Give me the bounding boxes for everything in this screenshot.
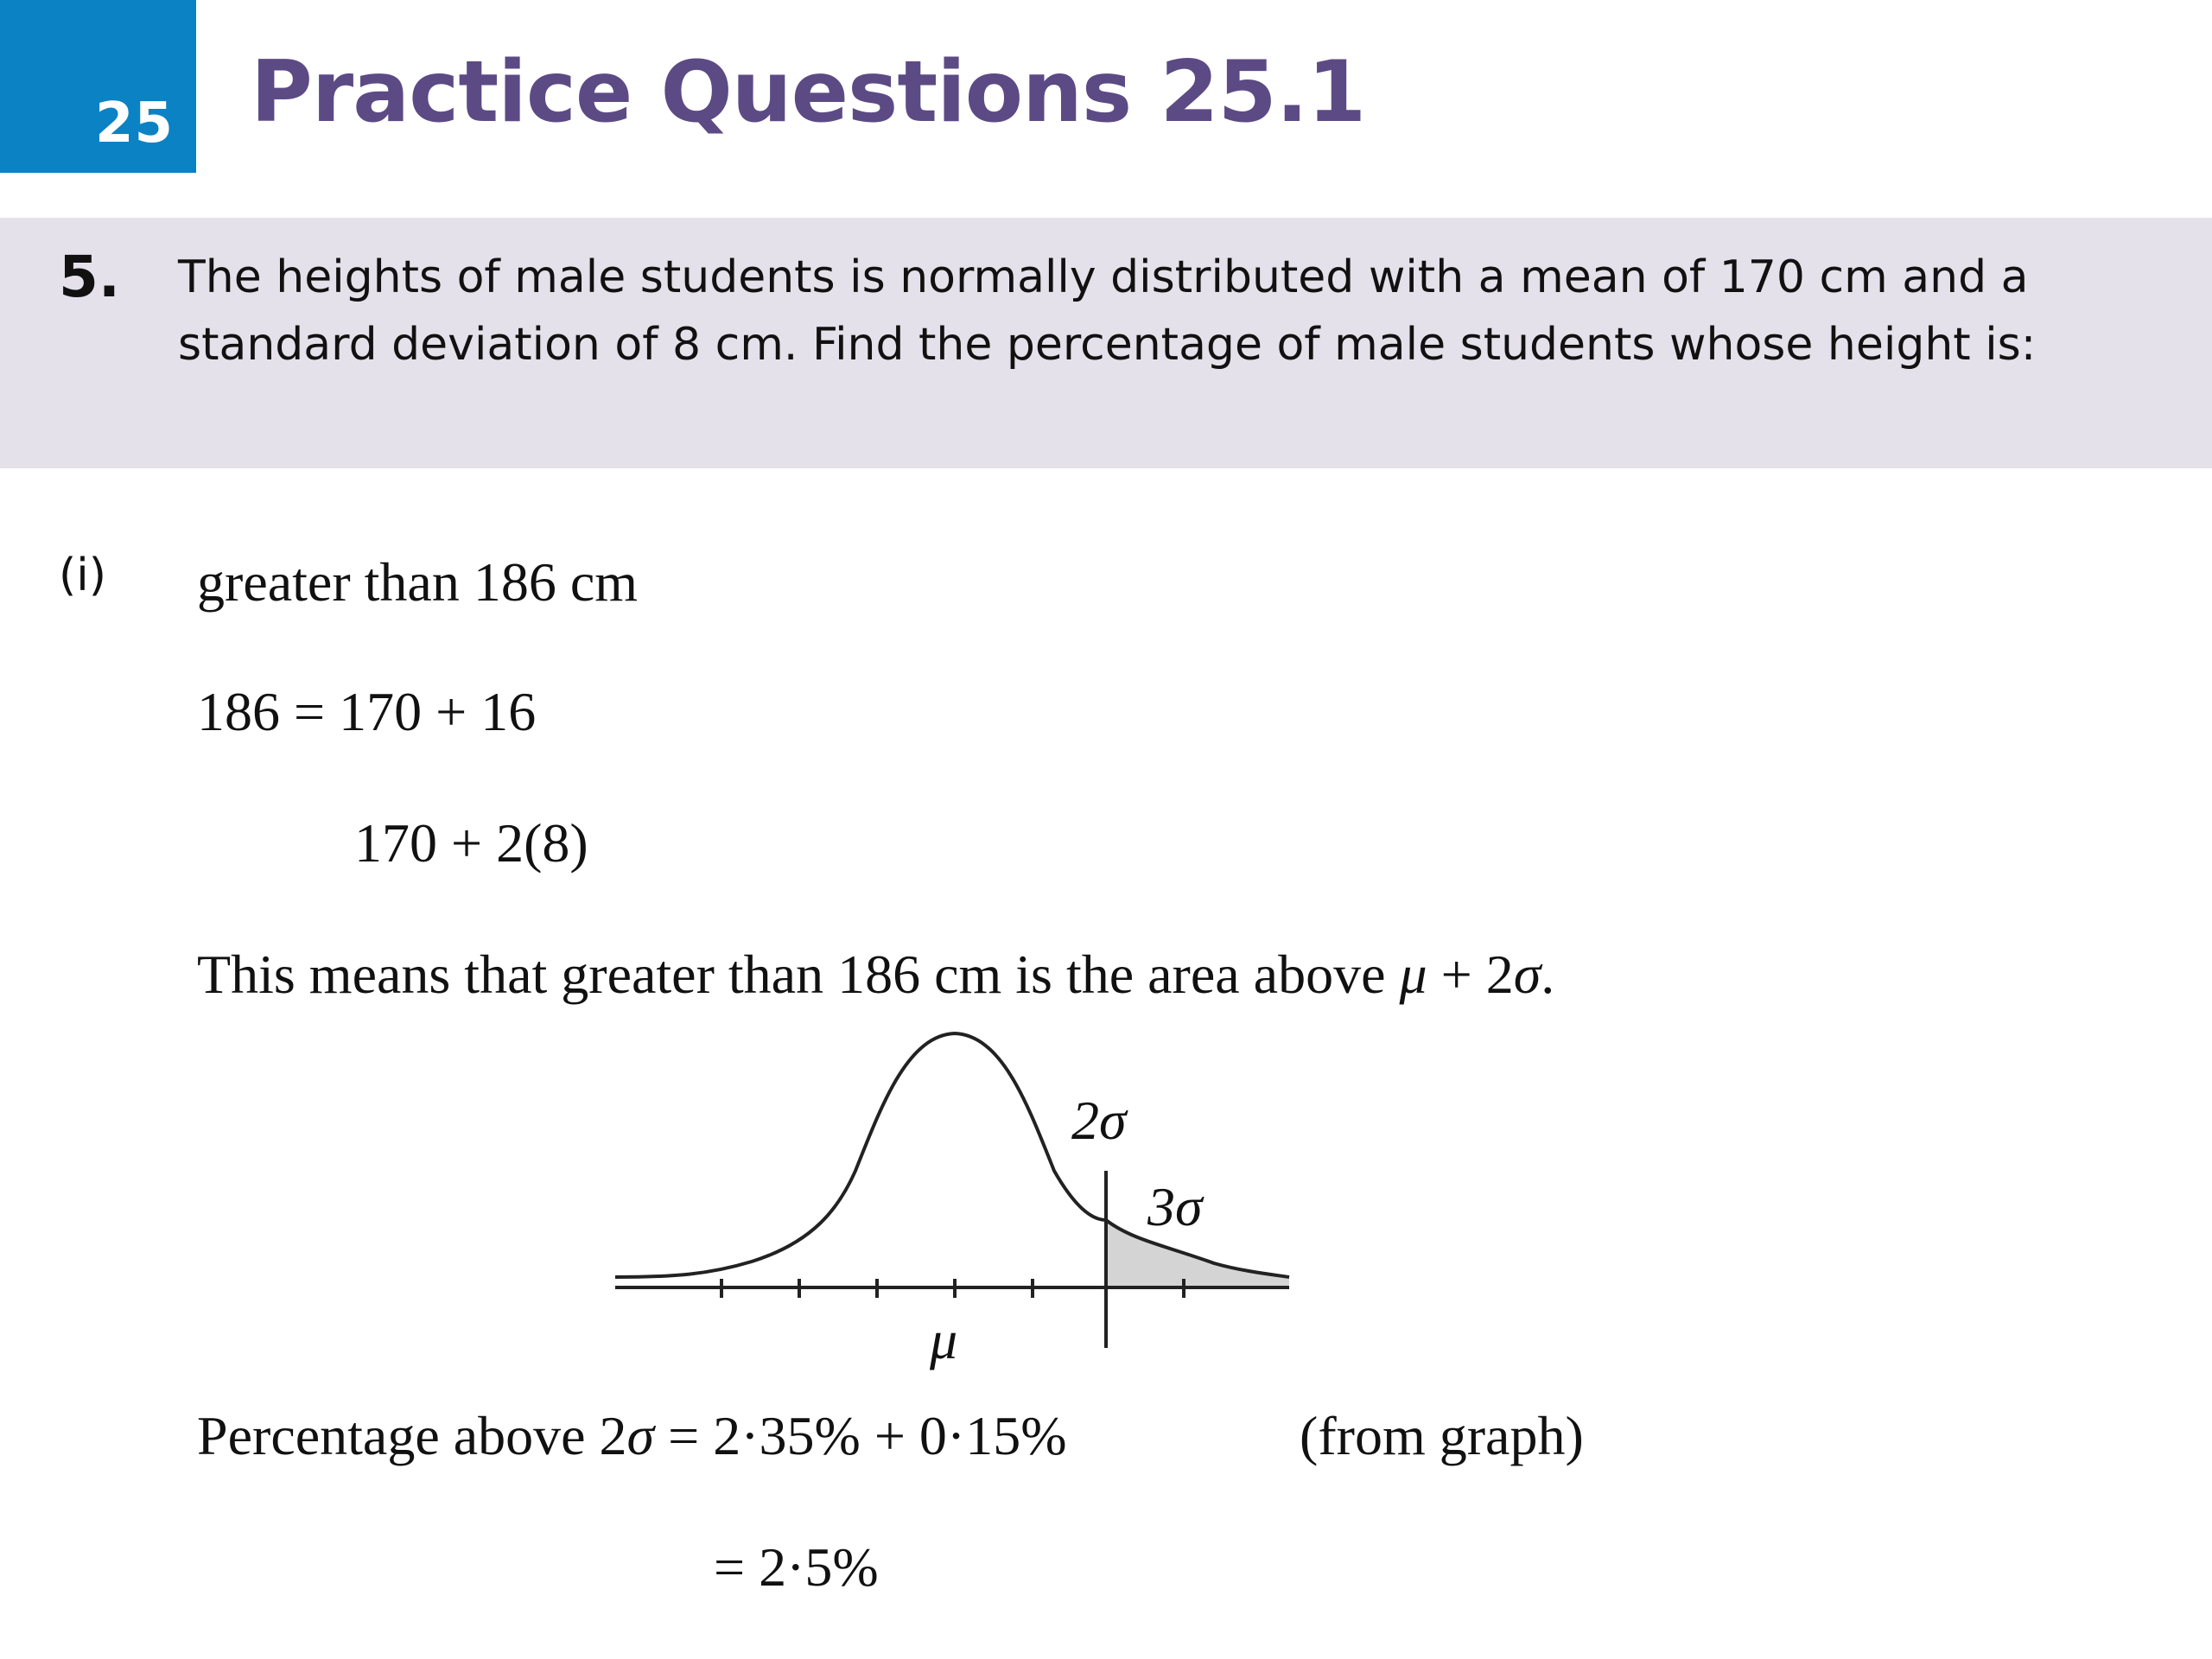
result-value: = 2·35% + 0·15% <box>654 1405 1067 1466</box>
step-2: 170 + 2(8) <box>354 812 588 874</box>
result-prefix: Percentage above 2 <box>197 1405 627 1466</box>
part-label: (i) <box>59 550 107 601</box>
result-note: (from graph) <box>1300 1405 1584 1466</box>
label-2sigma: 2σ <box>1071 1090 1127 1151</box>
result-line <box>197 1405 1067 1466</box>
explanation-end: . <box>1541 944 1555 1005</box>
normal-distribution-graph <box>605 1020 1313 1382</box>
label-mu: μ <box>930 1309 958 1370</box>
explanation-prefix: This means that greater than 186 cm is the area above <box>197 944 1400 1005</box>
question-text-line-1: The heights of male students is normally distributed with a mean of 170 cm and a <box>178 251 2029 303</box>
label-3sigma: 3σ <box>1147 1176 1203 1237</box>
question-text-line-2: standard deviation of 8 cm. Find the percentage of male students whose height is: <box>178 319 2037 371</box>
normal-curve <box>615 1033 1289 1277</box>
chapter-number: 25 <box>94 92 174 156</box>
page-title: Practice Questions 25.1 <box>251 43 1366 142</box>
final-answer: = 2·5% <box>714 1536 879 1598</box>
explanation-mid: + 2 <box>1427 944 1514 1005</box>
part-prompt: greater than 186 cm <box>197 551 638 613</box>
question-band <box>0 218 2212 468</box>
step-1: 186 = 170 + 16 <box>197 681 537 742</box>
explanation-mu: μ <box>1399 944 1427 1005</box>
chapter-badge <box>0 0 196 173</box>
question-number: 5. <box>59 244 120 310</box>
question-text <box>178 244 2191 378</box>
explanation <box>197 944 1555 1005</box>
explanation-sigma: σ <box>1513 944 1541 1005</box>
result-sigma: σ <box>626 1405 655 1466</box>
